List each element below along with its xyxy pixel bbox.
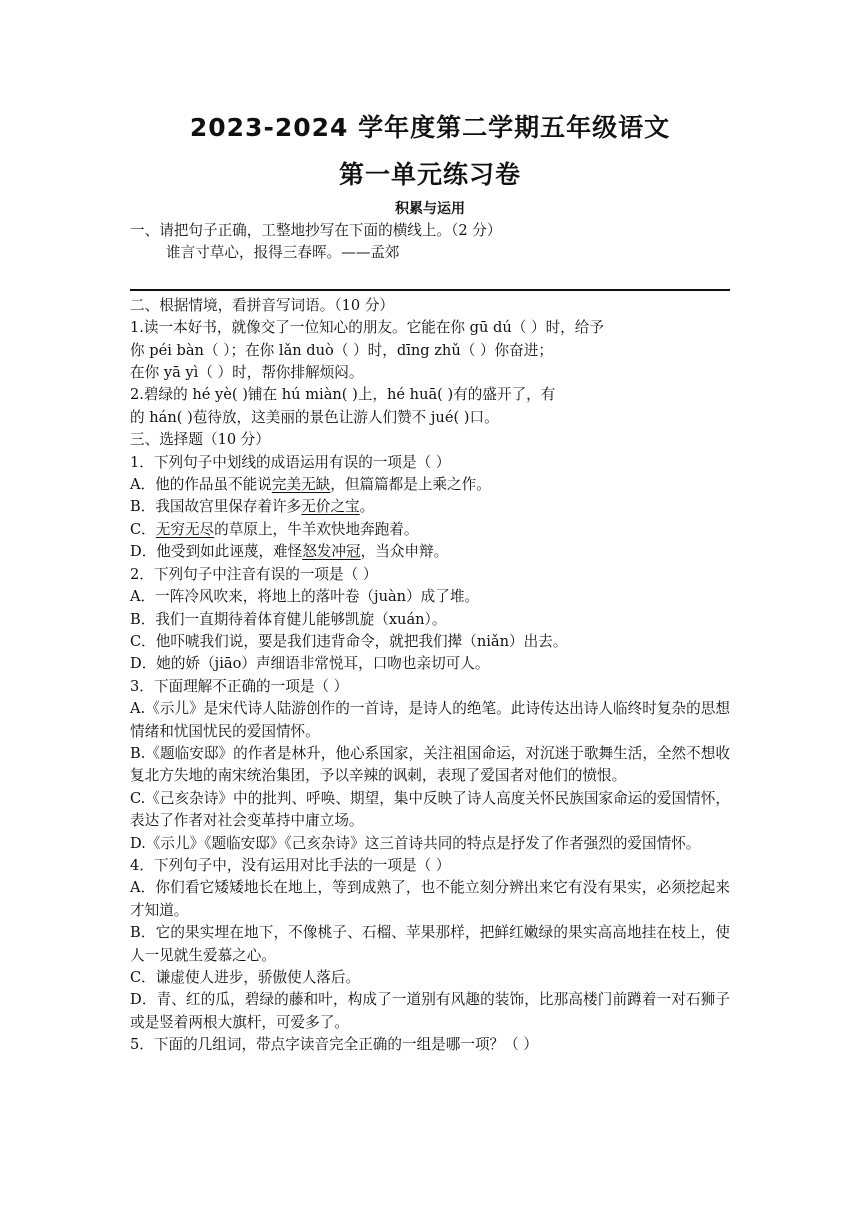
q1-b-pre: B．我国故宫里保存着许多	[130, 498, 302, 516]
q1-d-underlined: 怒发冲冠	[302, 543, 361, 561]
q1-b-underlined: 无价之宝	[301, 498, 360, 516]
q3-stem: 3．下面理解不正确的一项是（ ）	[130, 677, 349, 695]
q3-option-a: A.《示儿》是宋代诗人陆游创作的一首诗，是诗人的绝笔。此诗传达出诗人临终时复杂的思想情绪和忧国忧民的爱国情怀。	[130, 700, 730, 740]
q1-stem: 1．下列句子中划线的成语运用有误的一项是（ ）	[130, 453, 451, 471]
q4-option-b: B．它的果实埋在地下，不像桃子、石榴、苹果那样，把鲜红嫩绿的果实高高地挂在枝上，使人一见就生爱慕之心。	[130, 924, 730, 964]
q2-option-a: A．一阵冷风吹来，将地上的落叶卷（juàn）成了堆。	[130, 588, 480, 606]
q1-a-pre: A．他的作品虽不能说	[130, 476, 272, 494]
copy-writing-line[interactable]	[130, 265, 730, 291]
q1-c-pre: C．	[130, 520, 156, 538]
q4-option-c: C．谦虚使人进步，骄傲使人落后。	[130, 969, 361, 986]
q1-d-post: ，当众申辩。	[360, 543, 449, 561]
q1-a-underlined: 完美无缺	[271, 476, 331, 494]
part1-poem: 谁言寸草心，报得三春晖。——孟郊	[166, 244, 400, 262]
q1-b-post: 。	[359, 498, 375, 516]
q3-option-d: D.《示儿》《题临安邸》《己亥杂诗》这三首诗共同的特点是抒发了作者强烈的爱国情怀。	[130, 834, 701, 852]
part1-heading: 一、请把句子正确，工整地抄写在下面的横线上。（2 分）	[130, 222, 502, 239]
q3-option-c: C.《己亥杂诗》中的批判、呼唤、期望，集中反映了诗人高度关怀民族国家命运的爱国情怀，表达了作者对社会变革持中庸立场。	[130, 789, 730, 830]
q2-option-d: D．她的娇（jiāo）声细语非常悦耳，口吻也亲切可人。	[130, 655, 490, 673]
section-title: 积累与运用	[395, 201, 465, 217]
part2-q2-line2: 的 hán( )苞待放，这美丽的景色让游人们赞不 jué( )口。	[130, 408, 499, 426]
q2-stem: 2．下列句子中注音有误的一项是（ ）	[130, 565, 378, 583]
exam-page	[130, 108, 730, 1057]
q1-a-post: ，但篇篇都是上乘之作。	[330, 476, 491, 494]
q1-c-post: 的草原上，牛羊欢快地奔跑着。	[214, 520, 419, 538]
part2-q1-line3: 在你 yā yì（ ）时，帮你排解烦闷。	[130, 364, 364, 382]
part2-q2-line1: 2.碧绿的 hé yè( )铺在 hú miàn( )上，hé huā( )有的盛开了，有	[130, 386, 556, 404]
q4-option-d: D．青、红的瓜，碧绿的藤和叶，构成了一道别有风趣的装饰，比那高楼门前蹲着一对石狮子或是竖着两根大旗杆，可爱多了。	[130, 991, 730, 1031]
part2-q1-line2: 你 péi bàn（ ）；在你 lǎn duò（ ）时，dīng zhǔ（ ）你奋进；	[130, 341, 553, 359]
exam-title-line2: 第一单元练习卷	[338, 160, 521, 189]
q1-option-a	[130, 474, 730, 496]
q4-option-a: A．你们看它矮矮地长在地上，等到成熟了，也不能立刻分辨出来它有没有果实，必须挖起来才知道。	[130, 879, 730, 919]
q1-option-b	[130, 496, 730, 518]
q2-option-c: C．他吓唬我们说，要是我们违背命令，就把我们撵（niǎn）出去。	[130, 632, 568, 650]
q3-option-b: B.《题临安邸》的作者是林升，他心系国家，关注祖国命运，对沉迷于歌舞生活，全然不想收复北方失地的南宋统治集团，予以辛辣的讽刺，表现了爱国者对他们的愤恨。	[130, 744, 730, 785]
q1-option-c	[130, 519, 730, 541]
part2-q1-line1: 1.读一本好书，就像交了一位知心的朋友。它能在你 gū dú（ ）时，给予	[130, 319, 604, 337]
q5-stem: 5．下面的几组词，带点字读音完全正确的一组是哪一项？（ ）	[130, 1036, 538, 1054]
q2-option-b: B．我们一直期待着体育健儿能够凯旋（xuán）。	[130, 610, 447, 628]
part3-heading: 三、选择题（10 分）	[130, 431, 270, 449]
q1-option-d	[130, 541, 730, 563]
q1-c-underlined: 无穷无尽	[155, 520, 215, 538]
q4-stem: 4．下列句子中，没有运用对比手法的一项是（ ）	[130, 856, 451, 874]
exam-title-line1: 2023-2024 学年度第二学期五年级语文	[189, 113, 671, 142]
part2-heading: 二、根据情境，看拼音写词语。（10 分）	[130, 296, 395, 314]
q1-d-pre: D．他受到如此诬蔑，难怪	[130, 543, 303, 561]
